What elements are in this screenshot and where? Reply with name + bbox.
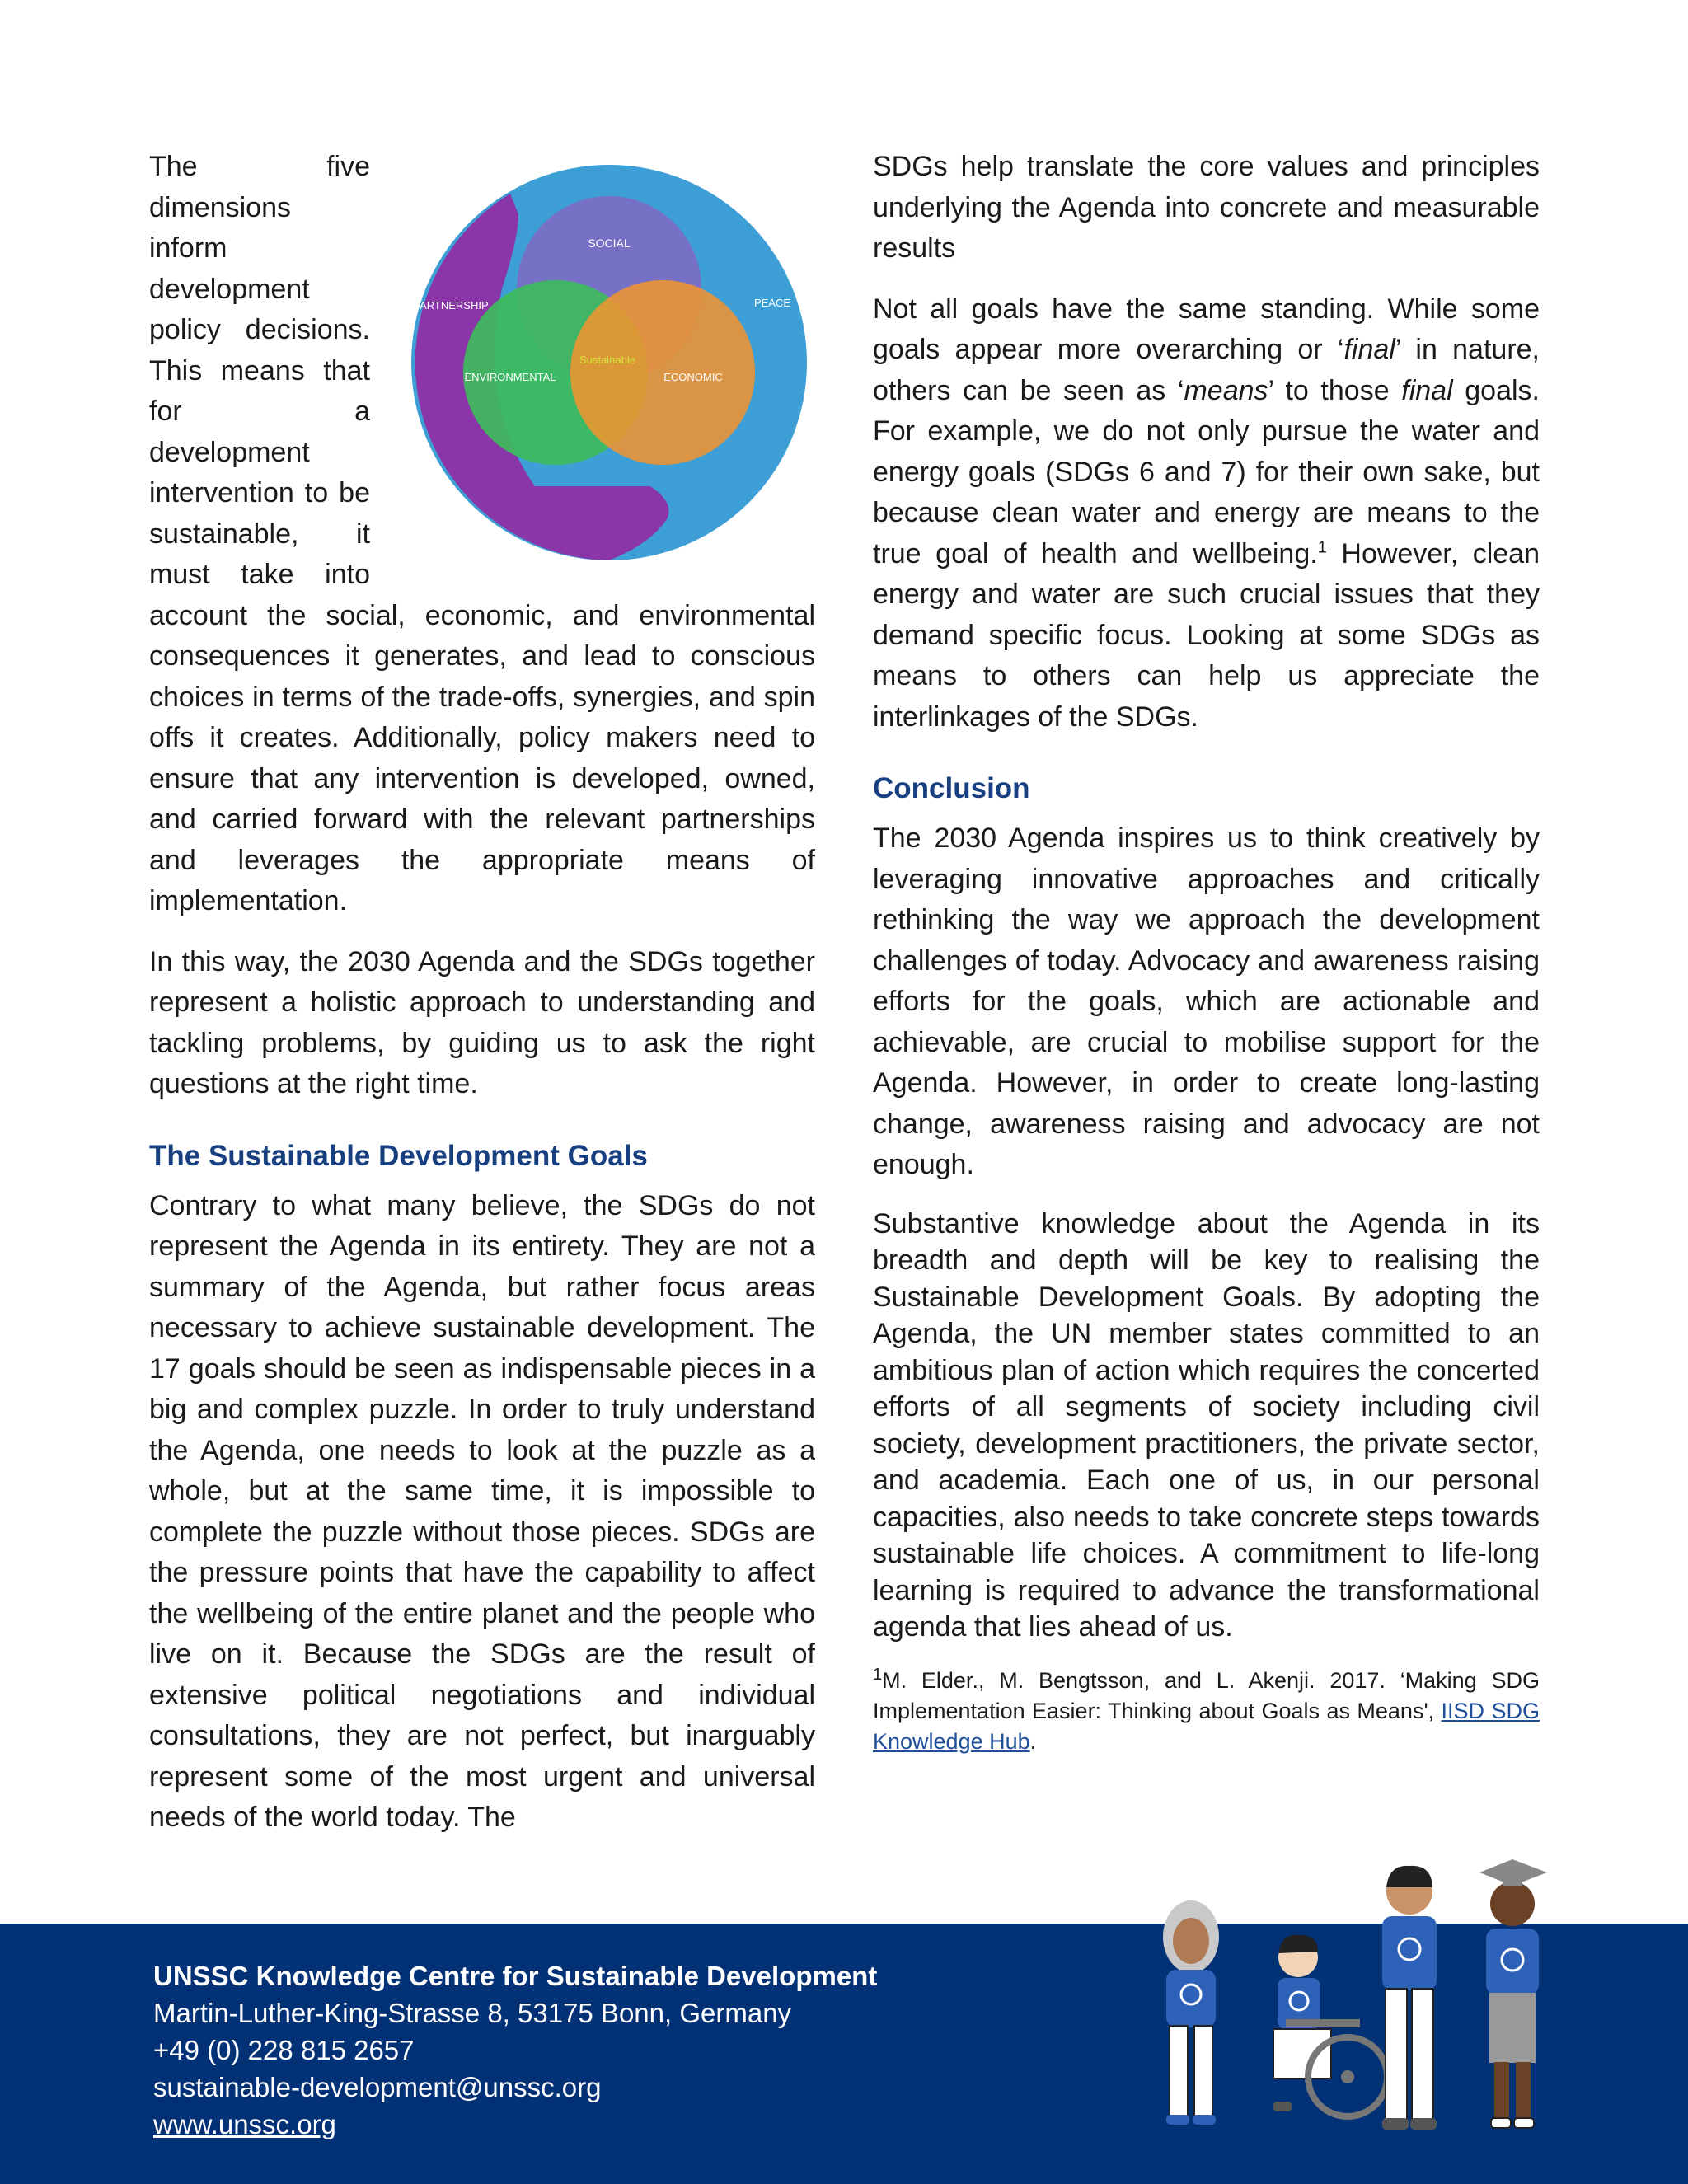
paragraph-sdgs-translate: SDGs help translate the core values and principles underlying the Agenda into concrete and measurable results bbox=[873, 151, 1540, 264]
footnote-reference: 1 bbox=[1317, 538, 1327, 557]
economic-label: ECONOMIC bbox=[663, 371, 723, 383]
social-label: SOCIAL bbox=[588, 237, 631, 250]
economic-circle bbox=[570, 280, 755, 465]
paragraph-substantive-knowledge: Substantive knowledge about the Agenda in its breadth and depth will be key to realising the Sustainable Development Goals. By adopting the Agenda, the UN member states committed to an ambitious plan of action which requires the concerted efforts of all segments of society including civil society, development practitioners, the private sector, and academia. Each one of us, in our personal capacities, also needs to take concrete steps towards sustainable life choices. A commitment to life-long learning is required to advance the transformational agenda that lies ahead of us. bbox=[873, 1207, 1540, 1643]
org-name: UNSSC Knowledge Centre for Sustainable Development bbox=[153, 1961, 878, 1991]
five-dimensions-venn-diagram bbox=[403, 157, 815, 569]
person-wheelchair bbox=[1273, 1935, 1387, 2116]
person-bearded-man bbox=[1382, 1866, 1437, 2130]
footer-contact bbox=[153, 1957, 877, 2143]
person-graduate bbox=[1479, 1859, 1547, 2128]
left-column bbox=[149, 147, 815, 1858]
address: Martin-Luther-King-Strasse 8, 53175 Bonn, Germany bbox=[153, 1998, 792, 2028]
sustainable-label: Sustainable bbox=[579, 354, 635, 366]
paragraph-sdgs-puzzle: Contrary to what many believe, the SDGs do not represent the Agenda in its entirety. They are not a summary of the Agenda, but rather focus areas necessary to achieve sustainable development. The 17 goals should be seen as indispensable pieces in a big and complex puzzle. In order to truly understand the Agenda, one needs to look at the puzzle as a whole, but at the same time, it is impossible to complete the puzzle without those pieces. SDGs are the pressure points that have the capability to affect the wellbeing of the entire planet and the people who live on it. Because the SDGs are the result of extensive political negotiations and individual consultations, they are not perfect, but inarguably represent some of the most urgent and universal needs of the world today. The bbox=[149, 1189, 815, 1833]
email: sustainable-development@unssc.org bbox=[153, 2072, 602, 2102]
right-column bbox=[873, 147, 1540, 1777]
heading-sdgs: The Sustainable Development Goals bbox=[149, 1139, 648, 1172]
environmental-label: ENVIRONMENTAL bbox=[464, 371, 556, 383]
person-hijab bbox=[1163, 1900, 1219, 2125]
paragraph-conclusion: The 2030 Agenda inspires us to think creatively by leveraging innovative approaches and critically rethinking the way we approach the development challenges of today. Advocacy and awareness raising efforts for the goals, which are actionable and achievable, are crucial to mobilise support for the Agenda. However, in order to create long-lasting change, awareness raising and advocacy are not enough. bbox=[873, 823, 1540, 1180]
heading-conclusion: Conclusion bbox=[873, 772, 1030, 804]
partnership-label: PARTNERSHIP bbox=[413, 299, 489, 312]
phone: +49 (0) 228 815 2657 bbox=[153, 2035, 415, 2065]
peace-label: PEACE bbox=[753, 297, 791, 309]
website-link[interactable]: www.unssc.org bbox=[153, 2109, 336, 2139]
paragraph-holistic-approach: In this way, the 2030 Agenda and the SDGs together represent a holistic approach to understanding and tackling problems, by guiding us to ask the right questions at the right time. bbox=[149, 945, 815, 1099]
iisd-sdg-knowledge-hub-link[interactable]: IISD SDG Knowledge Hub bbox=[873, 1698, 1540, 1754]
paragraph-goals-standing: Not all goals have the same standing. While some goals appear more overarching or ‘final’ in nature, others can be seen as ‘means’ to those final goals. For example, we do not only pursue the water and energy goals (SDGs 6 and 7) for their own sake, but because clean water and energy are means to the true goal of health and wellbeing.$^1$ However, clean energy and water are such crucial issues that they demand specific focus. Looking at some SDGs as means to others can help us appreciate the interlinkages of the SDGs. bbox=[873, 293, 1540, 733]
people-illustration bbox=[1142, 1813, 1570, 2143]
footnote: $^1$M. Elder., M. Bengtsson, and L. Akenji. 2017. ‘Making SDG Implementation Easier: Thinking about Goals as Means', IISD SDG Knowledge Hub. bbox=[873, 1665, 1540, 1754]
paragraph-five-dimensions: The five dimensions inform development policy decisions. This means that for a development intervention to be sustainable, it must take into account the social, economic, and environmental consequences it generates, and lead to conscious choices in terms of the trade-offs, synergies, and spin offs it creates. Additionally, policy makers need to ensure that any intervention is developed, owned, and carried forward with the relevant partnerships and leverages the appropriate means of implementation. bbox=[149, 151, 815, 916]
